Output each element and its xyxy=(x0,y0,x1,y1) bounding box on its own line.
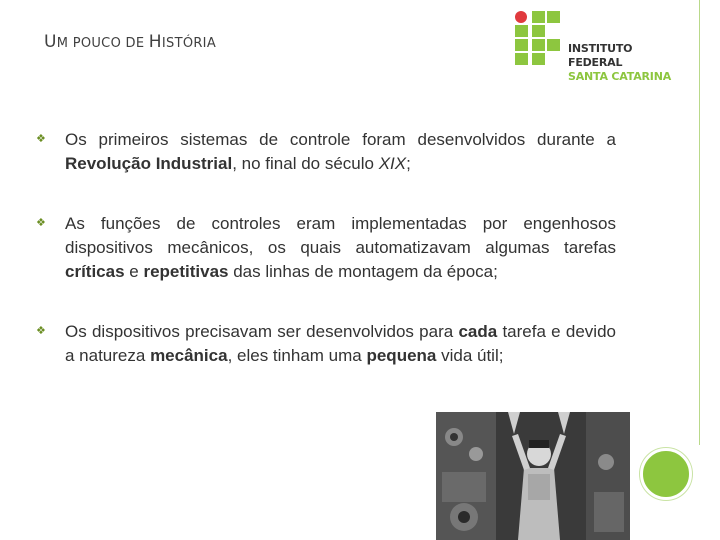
diamond-bullet-icon: ❖ xyxy=(36,216,46,229)
modern-times-photo xyxy=(436,412,630,540)
bullet-item xyxy=(36,212,616,284)
ifsc-logo-icon xyxy=(510,8,566,70)
decorative-vertical-line xyxy=(699,0,700,445)
slide-title: UM POUCO DE HISTÓRIA xyxy=(44,32,217,52)
ifsc-logo-text xyxy=(568,42,690,84)
ifsc-logo xyxy=(510,8,690,83)
bullet-item xyxy=(36,128,616,176)
decorative-green-circle xyxy=(640,448,692,500)
bullet-text: As funções de controles eram implementadas por engenhosos dispositivos mecânicos, os quais automatizavam algumas tarefas críticas e repetitivas das linhas de montagem da época; xyxy=(65,214,616,281)
logo-line2: SANTA CATARINA xyxy=(568,70,672,83)
diamond-bullet-icon: ❖ xyxy=(36,132,46,145)
factory-worker-image xyxy=(436,412,630,540)
bullet-text: Os dispositivos precisavam ser desenvolvidos para cada tarefa e devido a natureza mecânica, eles tinham uma pequena vida útil; xyxy=(65,322,616,365)
logo-line1: INSTITUTO FEDERAL xyxy=(568,42,633,69)
bullet-text: Os primeiros sistemas de controle foram desenvolvidos durante a Revolução Industrial, no final do século XIX; xyxy=(65,130,616,173)
diamond-bullet-icon: ❖ xyxy=(36,324,46,337)
bullet-item xyxy=(36,320,616,368)
bullet-list xyxy=(36,128,616,368)
